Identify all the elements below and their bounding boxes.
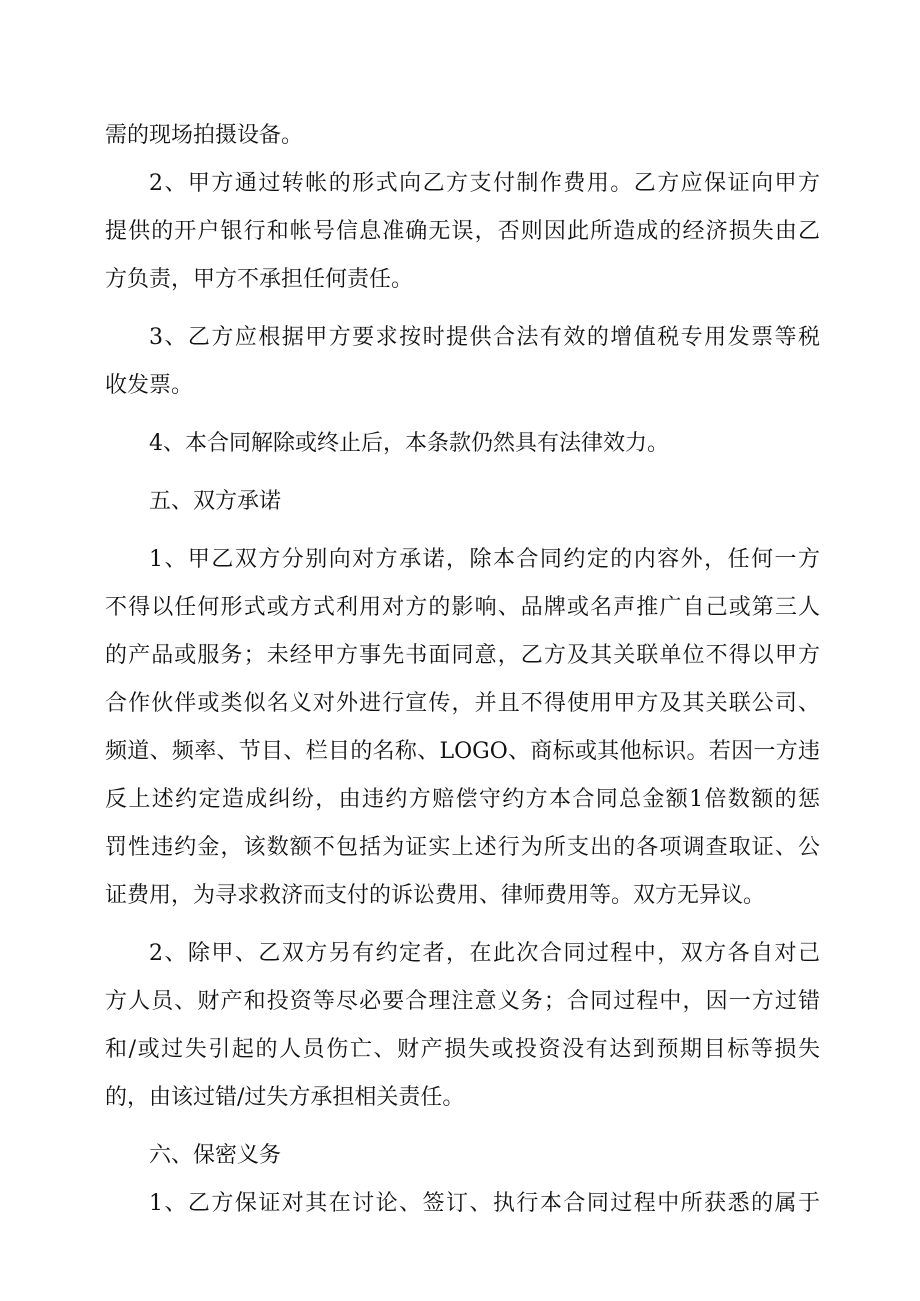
paragraph-start-line: 1、甲乙双方分别向对方承诺，除本合同约定的内容外，任何一方 (149, 547, 820, 572)
paragraph-gap (105, 1122, 820, 1132)
paragraph-start-line: 2、甲方通过转帐的形式向乙方支付制作费用。乙方应保证向甲方 (149, 171, 820, 196)
paragraph-gap (105, 468, 820, 478)
text-line: 罚性违约金，该数额不包括为证实上述行为所支出的各项调查取证、公 (105, 835, 820, 860)
paragraph-gap (105, 526, 820, 536)
paragraph-start-line: 4、本合同解除或终止后，本条款仍然具有法律效力。 (149, 431, 669, 456)
paragraph-gap (105, 920, 820, 930)
text-line: 和/或过失引起的人员伤亡、财产损失或投资没有达到预期目标等损失 (105, 1037, 820, 1062)
text-line: 收发票。 (105, 373, 194, 398)
text-line: 方人员、财产和投资等尽必要合理注意义务；合同过程中，因一方过错 (105, 989, 820, 1014)
document-body (105, 112, 820, 1228)
text-line: 提供的开户银行和帐号信息准确无误，否则因此所造成的经济损失由乙 (105, 219, 820, 244)
text-line: 不得以任何形式或方式利用对方的影响、品牌或名声推广自己或第三人 (105, 595, 820, 620)
text-line: 证费用，为寻求救济而支付的诉讼费用、律师费用等。双方无异议。 (105, 883, 766, 908)
text-line: 的，由该过错/过失方承担相关责任。 (105, 1085, 465, 1110)
text-line: 方负责，甲方不承担任何责任。 (105, 267, 414, 292)
text-line: 合作伙伴或类似名义对外进行宣传，并且不得使用甲方及其关联公司、 (105, 691, 820, 716)
paragraph-start-line: 3、乙方应根据甲方要求按时提供合法有效的增值税专用发票等税 (149, 325, 820, 350)
paragraph-gap (105, 304, 820, 314)
text-line: 需的现场拍摄设备。 (105, 123, 304, 148)
text-line: 反上述约定造成纠纷，由违约方赔偿守约方本合同总金额1倍数额的惩 (105, 787, 820, 812)
text-line: 的产品或服务；未经甲方事先书面同意，乙方及其关联单位不得以甲方 (105, 643, 820, 668)
paragraph-start-line: 1、乙方保证对其在讨论、签订、执行本合同过程中所获悉的属于 (149, 1191, 820, 1216)
section-heading: 六、保密义务 (149, 1143, 282, 1168)
paragraph-start-line: 2、除甲、乙双方另有约定者，在此次合同过程中，双方各自对己 (149, 941, 820, 966)
paragraph-gap (105, 410, 820, 420)
section-heading: 五、双方承诺 (149, 489, 282, 514)
text-line: 频道、频率、节目、栏目的名称、LOGO、商标或其他标识。若因一方违 (105, 739, 820, 764)
